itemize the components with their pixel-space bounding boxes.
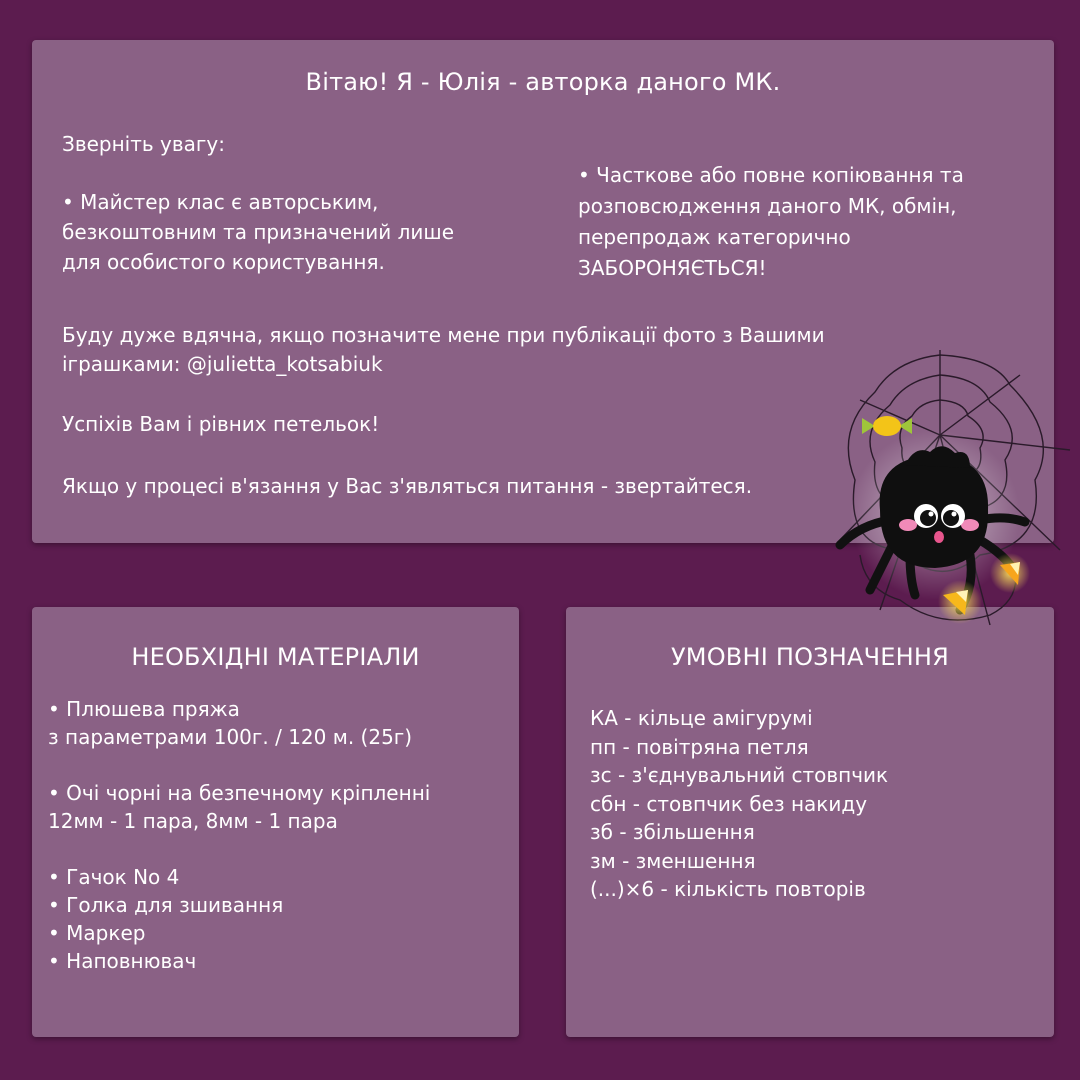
legend-list xyxy=(590,704,888,904)
right-note-line-1: • Часткове або повне копіювання та xyxy=(578,163,964,187)
left-note-line-2: безкоштовним та призначений лише xyxy=(62,220,455,244)
materials-card xyxy=(32,607,519,1037)
intro-title: Вітаю! Я - Юлія - авторка даного МК. xyxy=(305,68,781,96)
legend-title: УМОВНІ ПОЗНАЧЕННЯ xyxy=(670,643,950,671)
materials-item: • Плюшева пряжа xyxy=(48,697,240,721)
right-note-line-4: ЗАБОРОНЯЄТЬСЯ! xyxy=(578,256,767,280)
legend-item: (...)×6 - кількість повторів xyxy=(590,877,866,901)
left-note-line-1: • Майстер клас є авторським, xyxy=(62,190,379,214)
questions-text: Якщо у процесі в'язання у Вас з'являться питання - звертайтеся. xyxy=(62,474,753,498)
legend-item: сбн - стовпчик без накиду xyxy=(590,791,868,816)
right-note-line-3: перепродаж категорично xyxy=(578,225,851,249)
materials-item: • Гачок No 4 xyxy=(48,865,180,889)
right-note-line-2: розповсюдження даного МК, обмін, xyxy=(578,194,957,218)
materials-item: • Очі чорні на безпечному кріпленні xyxy=(48,781,431,805)
materials-item: • Наповнювач xyxy=(48,949,197,973)
materials-item xyxy=(48,751,430,779)
legend-item: КА - кільце амігурумі xyxy=(590,706,813,730)
tag-request-line-1: Буду дуже вдячна, якщо позначите мене при публікації фото з Вашими xyxy=(62,323,825,347)
legend-card xyxy=(566,607,1054,1037)
spider-web-illustration xyxy=(820,340,1080,640)
materials-item xyxy=(48,835,430,863)
legend-item: пп - повітряна петля xyxy=(590,734,809,759)
materials-item: 12мм - 1 пара, 8мм - 1 пара xyxy=(48,809,338,833)
legend-item: зб - збільшення xyxy=(590,820,755,844)
wish-text: Успіхів Вам і рівних петельок! xyxy=(62,412,380,436)
left-note-line-3: для особистого користування. xyxy=(62,250,385,274)
tag-request-line-2: іграшками: @julietta_kotsabiuk xyxy=(62,352,383,376)
attention-label: Зверніть увагу: xyxy=(62,132,225,156)
legend-item: зс - з'єднувальний стовпчик xyxy=(590,763,889,787)
materials-item: • Маркер xyxy=(48,921,146,945)
materials-item: • Голка для зшивання xyxy=(48,893,284,917)
materials-list xyxy=(48,695,430,975)
legend-item: зм - зменшення xyxy=(590,848,756,873)
materials-title: НЕОБХІДНІ МАТЕРІАЛИ xyxy=(131,643,420,671)
materials-item: з параметрами 100г. / 120 м. (25г) xyxy=(48,725,413,749)
